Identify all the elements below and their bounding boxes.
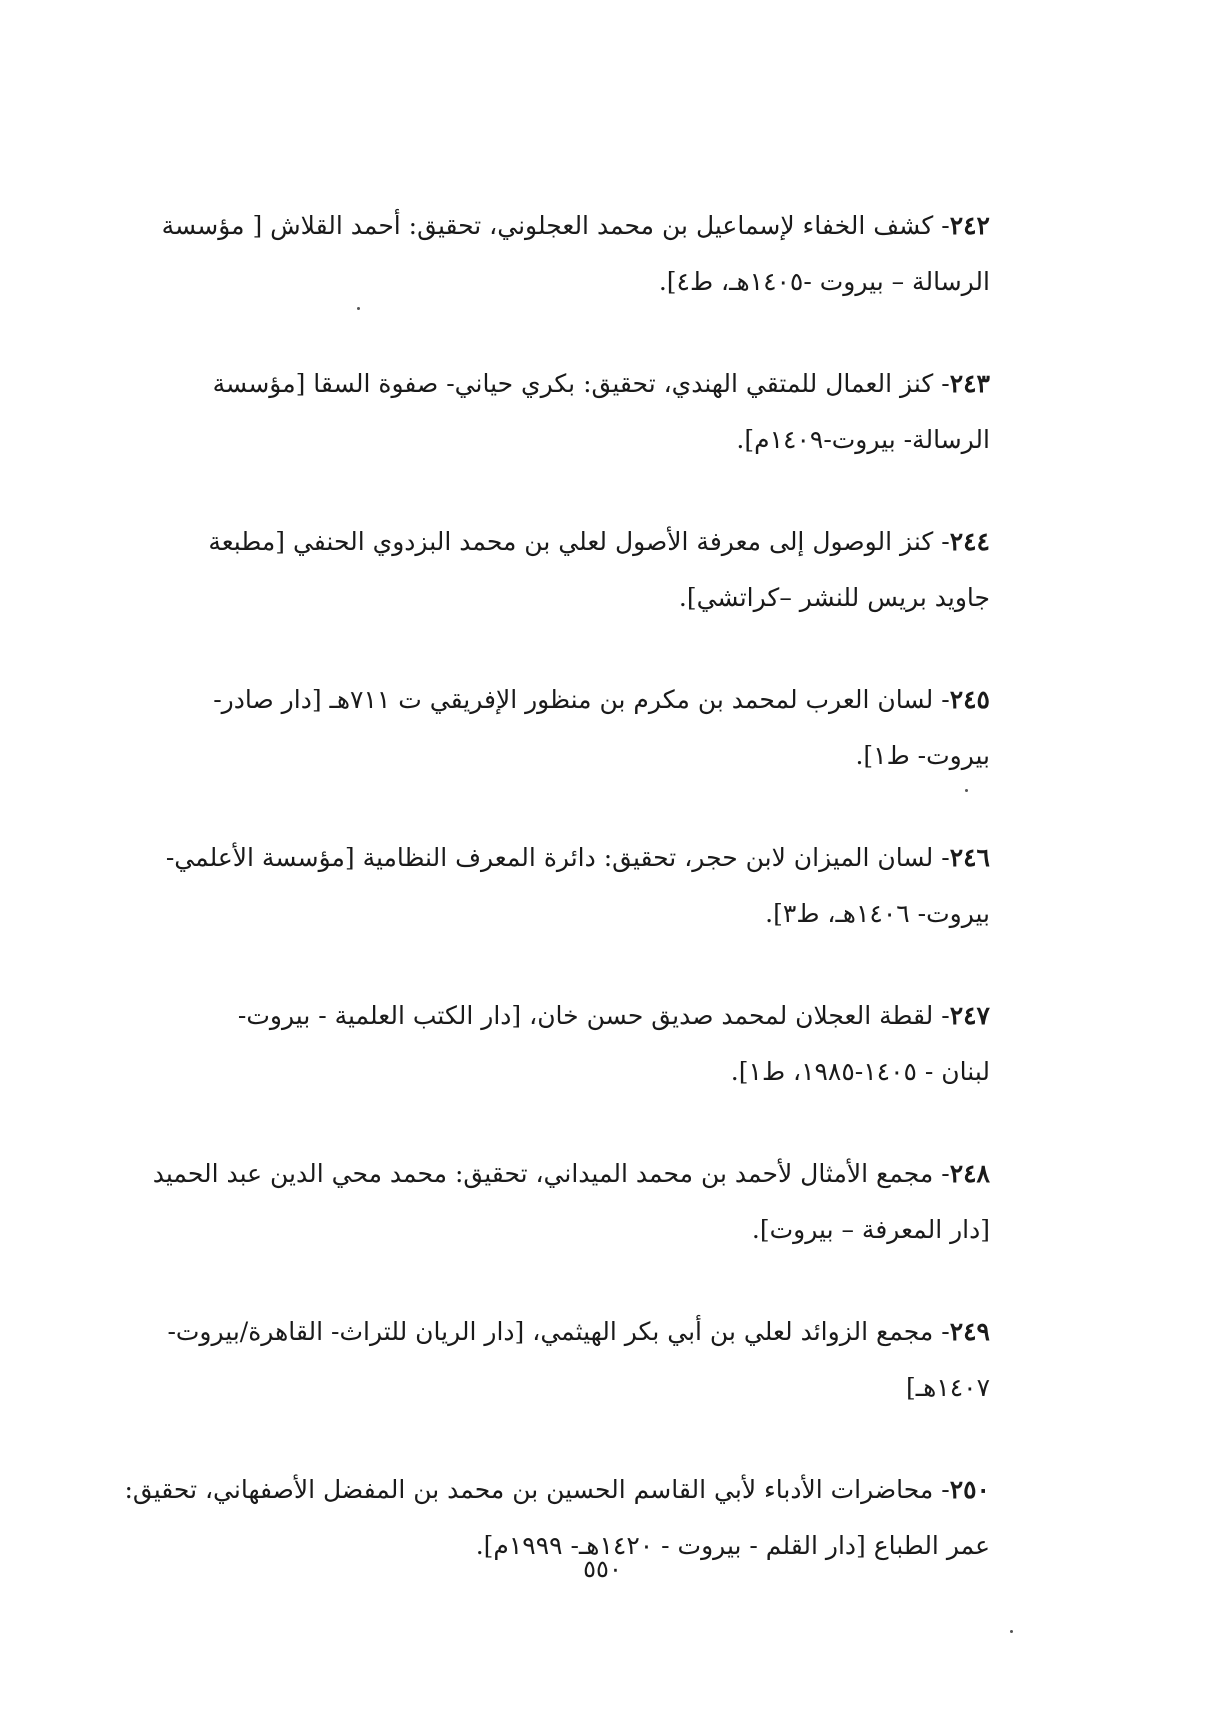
entry-number: ٢٥٠ xyxy=(949,1475,990,1504)
entry-number: ٢٤٥ xyxy=(949,685,990,714)
entry-text-line-1: - مجمع الزوائد لعلي بن أبي بكر الهيثمي، [دار الريان للتراث- القاهرة/بيروت- xyxy=(167,1317,950,1346)
bibliography-entry xyxy=(100,1304,990,1416)
bibliography-entry xyxy=(100,514,990,626)
bibliography-entry xyxy=(100,198,990,310)
entry-text-line-2: بيروت- ط١]. xyxy=(855,741,990,770)
entry-text-line-1: - محاضرات الأدباء لأبي القاسم الحسين بن محمد بن المفضل الأصفهاني، تحقيق: xyxy=(124,1475,950,1504)
bibliography-entry xyxy=(100,672,990,784)
entry-text-line-2: عمر الطباع [دار القلم - بيروت - ١٤٢٠هـ- ١٩٩٩م]. xyxy=(475,1531,990,1560)
entry-text-line-2: الرسالة- بيروت-١٤٠٩م]. xyxy=(736,425,990,454)
bibliography-list xyxy=(100,198,990,1620)
entry-text-line-2: الرسالة – بيروت -١٤٠٥هـ، ط٤]. xyxy=(658,267,990,296)
bibliography-entry xyxy=(100,356,990,468)
entry-number: ٢٤٤ xyxy=(949,527,990,556)
bibliography-entry xyxy=(100,830,990,942)
scan-speck xyxy=(965,789,968,792)
entry-number: ٢٤٨ xyxy=(949,1159,990,1188)
entry-text-line-1: - لقطة العجلان لمحمد صديق حسن خان، [دار الكتب العلمية - بيروت- xyxy=(237,1001,950,1030)
bibliography-entry xyxy=(100,1146,990,1258)
page-number: ٥٥٠ xyxy=(583,1555,622,1583)
entry-number: ٢٤٩ xyxy=(949,1317,990,1346)
entry-text-line-1: - كنز العمال للمتقي الهندي، تحقيق: بكري حياني- صفوة السقا [مؤسسة xyxy=(212,369,950,398)
entry-number: ٢٤٣ xyxy=(949,369,990,398)
entry-text-line-1: - مجمع الأمثال لأحمد بن محمد الميداني، تحقيق: محمد محي الدين عبد الحميد xyxy=(152,1159,950,1188)
entry-text-line-2: جاويد بريس للنشر –كراتشي]. xyxy=(678,583,990,612)
entry-text-line-1: - كنز الوصول إلى معرفة الأصول لعلي بن محمد البزدوي الحنفي [مطبعة xyxy=(208,527,950,556)
entry-text-line-2: ١٤٠٧هـ] xyxy=(906,1373,990,1402)
entry-text-line-1: - كشف الخفاء لإسماعيل بن محمد العجلوني، تحقيق: أحمد القلاش [ مؤسسة xyxy=(161,211,950,240)
entry-text-line-1: - لسان الميزان لابن حجر، تحقيق: دائرة المعرف النظامية [مؤسسة الأعلمي- xyxy=(165,843,950,872)
entry-number: ٢٤٦ xyxy=(949,843,990,872)
entry-text-line-2: لبنان - ١٤٠٥-١٩٨٥، ط١]. xyxy=(730,1057,990,1086)
entry-text-line-2: [دار المعرفة – بيروت]. xyxy=(751,1215,990,1244)
entry-number: ٢٤٧ xyxy=(949,1001,990,1030)
scan-speck xyxy=(1010,1630,1013,1633)
entry-text-line-1: - لسان العرب لمحمد بن مكرم بن منظور الإفريقي ت ٧١١هـ [دار صادر- xyxy=(213,685,950,714)
entry-text-line-2: بيروت- ١٤٠٦هـ، ط٣]. xyxy=(765,899,990,928)
scan-speck xyxy=(357,307,360,310)
bibliography-entry xyxy=(100,988,990,1100)
entry-number: ٢٤٢ xyxy=(949,211,990,240)
